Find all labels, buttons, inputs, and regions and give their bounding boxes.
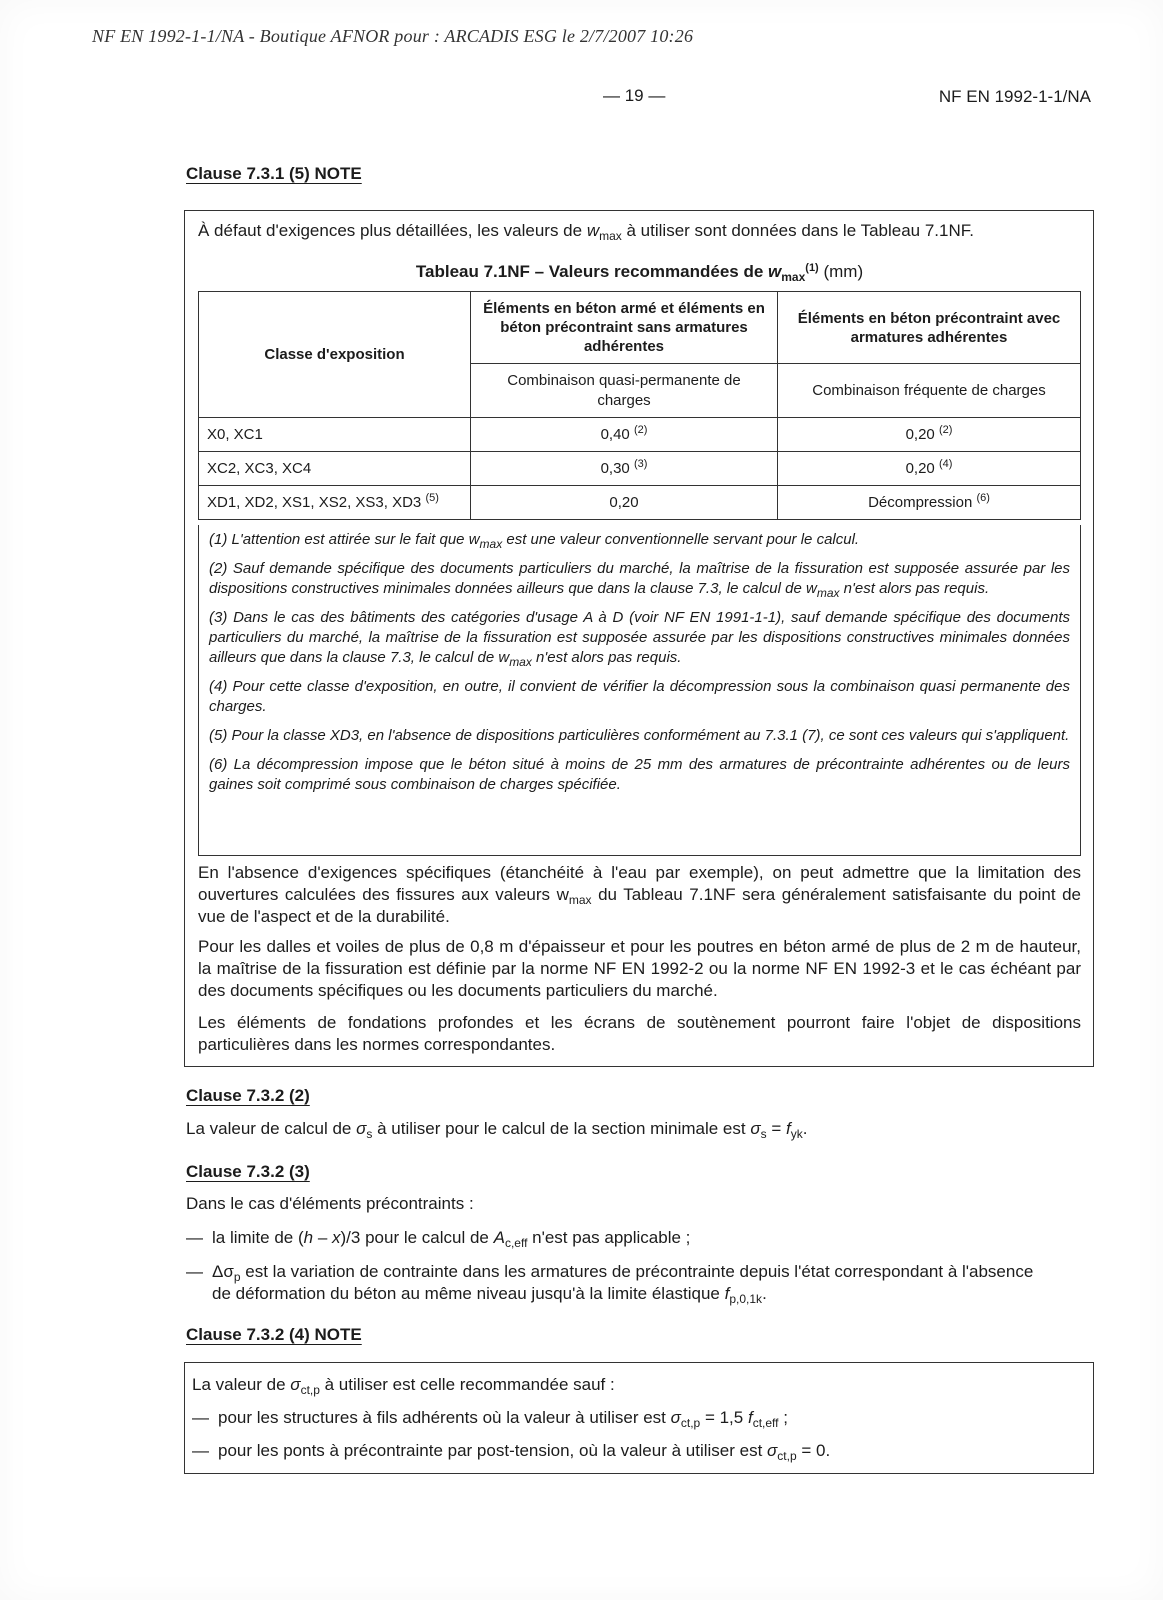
text: )/3 pour le calcul de <box>340 1228 494 1247</box>
text: n'est pas applicable ; <box>527 1228 691 1247</box>
symbol: h <box>303 1228 314 1247</box>
list-item <box>186 1227 690 1249</box>
footnote-3 <box>209 608 1070 668</box>
table-title-subscript: max <box>781 270 806 284</box>
paragraph-text-end: du Tableau 7.1NF sera généralement satisfaisante du point de vue de l'aspect et de la durabilité. <box>198 885 1081 926</box>
symbol: f <box>724 1284 730 1303</box>
subscript: ct,p <box>300 1383 320 1397</box>
text: = 1,5 <box>700 1408 748 1427</box>
text: – <box>313 1228 333 1247</box>
list-item-continuation <box>212 1283 767 1305</box>
text: à utiliser est celle recommandée sauf : <box>319 1375 615 1394</box>
footnote-subscript: max <box>816 586 840 600</box>
table-row <box>199 486 1081 520</box>
sigma-symbol: σ <box>356 1119 367 1138</box>
intro-text-end: à utiliser sont données dans le Tableau 7.1NF. <box>621 221 974 240</box>
text: La valeur de <box>192 1375 291 1394</box>
footnote-ref: (5) <box>425 492 439 504</box>
clause-7-3-2-3-intro: Dans le cas d'éléments précontraints : <box>186 1194 474 1213</box>
paragraph-subscript: max <box>568 893 592 907</box>
text: . <box>762 1284 767 1303</box>
text: La valeur de calcul de <box>186 1119 357 1138</box>
text: = <box>766 1119 786 1138</box>
table-title <box>198 262 1081 282</box>
footnote-symbol: w <box>806 580 817 597</box>
footnote-6: (6) La décompression impose que le béton situé à moins de 25 mm des armatures de précontrainte adhérentes ou de leurs gaines soit comprimé sous combinaison de charges spécifiée. <box>209 756 1070 793</box>
footnote-subscript: max <box>479 537 503 551</box>
value-cell <box>471 452 778 486</box>
footnote-ref: (3) <box>633 458 648 470</box>
intro-symbol: w <box>586 221 600 240</box>
table-title-footnote-ref: (1) <box>805 262 819 274</box>
value: 0,30 <box>600 460 630 477</box>
text: est la variation de contrainte dans les armatures de précontrainte depuis l'état correspondant à l'absence <box>240 1262 1034 1281</box>
value: 0,20 <box>905 426 935 443</box>
footnote-symbol: w <box>498 649 510 666</box>
f-symbol: f <box>747 1408 753 1427</box>
dash-bullet: — <box>186 1262 203 1281</box>
subheader-frequent: Combinaison fréquente de charges <box>778 364 1081 418</box>
footnote-symbol: w <box>468 531 480 548</box>
footnote-text-end: est une valeur conventionnelle servant pour le calcul. <box>502 531 860 548</box>
value: 0,40 <box>600 426 630 443</box>
footnote-text-end: n'est alors pas requis. <box>531 649 682 666</box>
subheader-quasi-permanent: Combinaison quasi-permanente de charges <box>471 364 778 418</box>
sigma-symbol: σ <box>750 1119 761 1138</box>
clause-title-7-3-2-2: Clause 7.3.2 (2) <box>186 1086 310 1105</box>
dash-bullet: — <box>186 1228 203 1247</box>
text: ; <box>778 1408 788 1427</box>
symbol: Δσ <box>212 1262 234 1281</box>
table-title-text: Tableau 7.1NF – Valeurs recommandées de <box>415 262 769 281</box>
clause-7-3-2-4-intro <box>192 1374 615 1396</box>
exposure-class: X0, XC1 <box>207 426 263 443</box>
subscript: yk <box>790 1127 803 1141</box>
value-cell <box>471 486 778 520</box>
sigma-symbol: σ <box>767 1441 778 1460</box>
table-title-unit: (mm) <box>818 262 864 281</box>
exposure-class-cell <box>199 486 471 520</box>
clause-title-7-3-2-4: Clause 7.3.2 (4) NOTE <box>186 1325 362 1344</box>
clause-title-7-3-1-5: Clause 7.3.1 (5) NOTE <box>186 164 362 183</box>
footnote-5: (5) Pour la classe XD3, en l'absence de dispositions particulières conformément au 7.3.1 (7), ce sont ces valeurs qui s'appliquent. <box>209 727 1070 744</box>
value: 0,20 <box>609 494 639 511</box>
footnote-text-end: n'est alors pas requis. <box>839 580 990 597</box>
header-exposure-class: Classe d'exposition <box>199 292 471 418</box>
header-reinforced-concrete: Éléments en béton armé et éléments en béton précontraint sans armatures adhérentes <box>471 292 778 364</box>
paragraph-text: En l'absence d'exigences spécifiques (étanchéité à l'eau par exemple), on peut admettre que la limitation des ouvertures calculées des fissures aux valeurs w <box>198 863 1081 904</box>
paragraph-crack-limitation <box>198 862 1081 928</box>
clause-title-7-3-2-3: Clause 7.3.2 (3) <box>186 1162 310 1181</box>
exposure-class-cell <box>199 452 471 486</box>
subscript: s <box>760 1127 767 1141</box>
page-number: — 19 — <box>603 86 666 105</box>
table-footnotes <box>198 525 1081 856</box>
text: la limite de ( <box>212 1228 304 1247</box>
value: Décompression <box>868 494 973 511</box>
value: 0,20 <box>905 460 935 477</box>
symbol: A <box>493 1228 505 1247</box>
intro-subscript: max <box>599 229 622 243</box>
table-intro <box>198 220 974 242</box>
sigma-symbol: σ <box>290 1375 301 1394</box>
subscript: p,0,1k <box>729 1292 763 1306</box>
list-item <box>186 1261 1098 1283</box>
footnote-text: (2) Sauf demande spécifique des documents particuliers du marché, la maîtrise de la fissuration est supposée assurée par les dispositions constructives minimales données ailleurs que dans la clause 7.3, le calcul de <box>209 560 1070 597</box>
table-row <box>199 452 1081 486</box>
subscript: c,eff <box>504 1236 528 1250</box>
subscript: ct,p <box>680 1416 701 1430</box>
exposure-class: XD1, XD2, XS1, XS2, XS3, XD3 <box>207 494 422 511</box>
text: pour les ponts à précontrainte par post-tension, où la valeur à utiliser est <box>218 1441 768 1460</box>
paragraph-slabs-walls: Pour les dalles et voiles de plus de 0,8 m d'épaisseur et pour les poutres en béton armé de plus de 2 m de hauteur, la maîtrise de la fissuration est définie par la norme NF EN 1992-2 ou la norme NF EN 1992-3 et le cas échéant par des documents spécifiques ou les documents particuliers du marché. <box>198 937 1081 1000</box>
intro-text: À défaut d'exigences plus détaillées, les valeurs de <box>198 221 587 240</box>
text: . <box>802 1119 808 1138</box>
dash-bullet: — <box>192 1408 209 1427</box>
footnote-text: (1) L'attention est attirée sur le fait que <box>209 531 469 548</box>
clause-7-3-2-2-text <box>186 1118 807 1140</box>
footnote-2 <box>209 559 1070 599</box>
list-item <box>192 1407 788 1429</box>
value-cell <box>778 452 1081 486</box>
text: à utiliser pour le calcul de la section minimale est <box>372 1119 751 1138</box>
text: = 0. <box>796 1441 831 1460</box>
table-title-symbol: w <box>768 262 782 281</box>
exposure-class-cell <box>199 418 471 452</box>
footnote-4: (4) Pour cette classe d'exposition, en outre, il convient de vérifier la décompression sous la combinaison quasi permanente des charges. <box>209 678 1070 715</box>
header-prestressed-concrete: Éléments en béton précontraint avec armatures adhérentes <box>778 292 1081 364</box>
footnote-1 <box>209 530 1070 550</box>
footnote-subscript: max <box>509 655 532 669</box>
value-cell <box>778 486 1081 520</box>
sigma-symbol: σ <box>670 1408 681 1427</box>
table-row <box>199 418 1081 452</box>
crack-width-table <box>198 291 1081 520</box>
value-cell <box>471 418 778 452</box>
footnote-ref: (2) <box>633 424 648 436</box>
footnote-text: (3) Dans le cas des bâtiments des catégories d'usage A à D (voir NF EN 1991-1-1), sauf demande spécifique des documents particuliers du marché, la maîtrise de la fissuration est supposée assurée par les dispositions constructives minimales données ailleurs que dans la clause 7.3, le calcul de <box>209 609 1070 666</box>
f-symbol: f <box>785 1119 791 1138</box>
footnote-ref: (4) <box>938 458 953 470</box>
text: pour les structures à fils adhérents où la valeur à utiliser est <box>218 1408 671 1427</box>
document-header: NF EN 1992-1-1/NA - Boutique AFNOR pour : ARCADIS ESG le 2/7/2007 10:26 <box>92 26 694 46</box>
subscript: ct,eff <box>752 1416 779 1430</box>
footnote-ref: (2) <box>938 424 953 436</box>
dash-bullet: — <box>192 1441 209 1460</box>
text: de déformation du béton au même niveau jusqu'à la limite élastique <box>212 1284 725 1303</box>
paragraph-foundations: Les éléments de fondations profondes et les écrans de soutènement pourront faire l'objet de dispositions particulières dans les normes correspondantes. <box>198 1013 1081 1054</box>
value-cell <box>778 418 1081 452</box>
subscript: p <box>233 1270 241 1284</box>
subscript: ct,p <box>777 1449 797 1463</box>
list-item <box>192 1440 830 1462</box>
symbol: x <box>332 1228 341 1247</box>
document-reference: NF EN 1992-1-1/NA <box>938 87 1091 106</box>
exposure-class: XC2, XC3, XC4 <box>207 460 312 477</box>
footnote-ref: (6) <box>976 492 990 504</box>
subscript: s <box>366 1127 373 1141</box>
